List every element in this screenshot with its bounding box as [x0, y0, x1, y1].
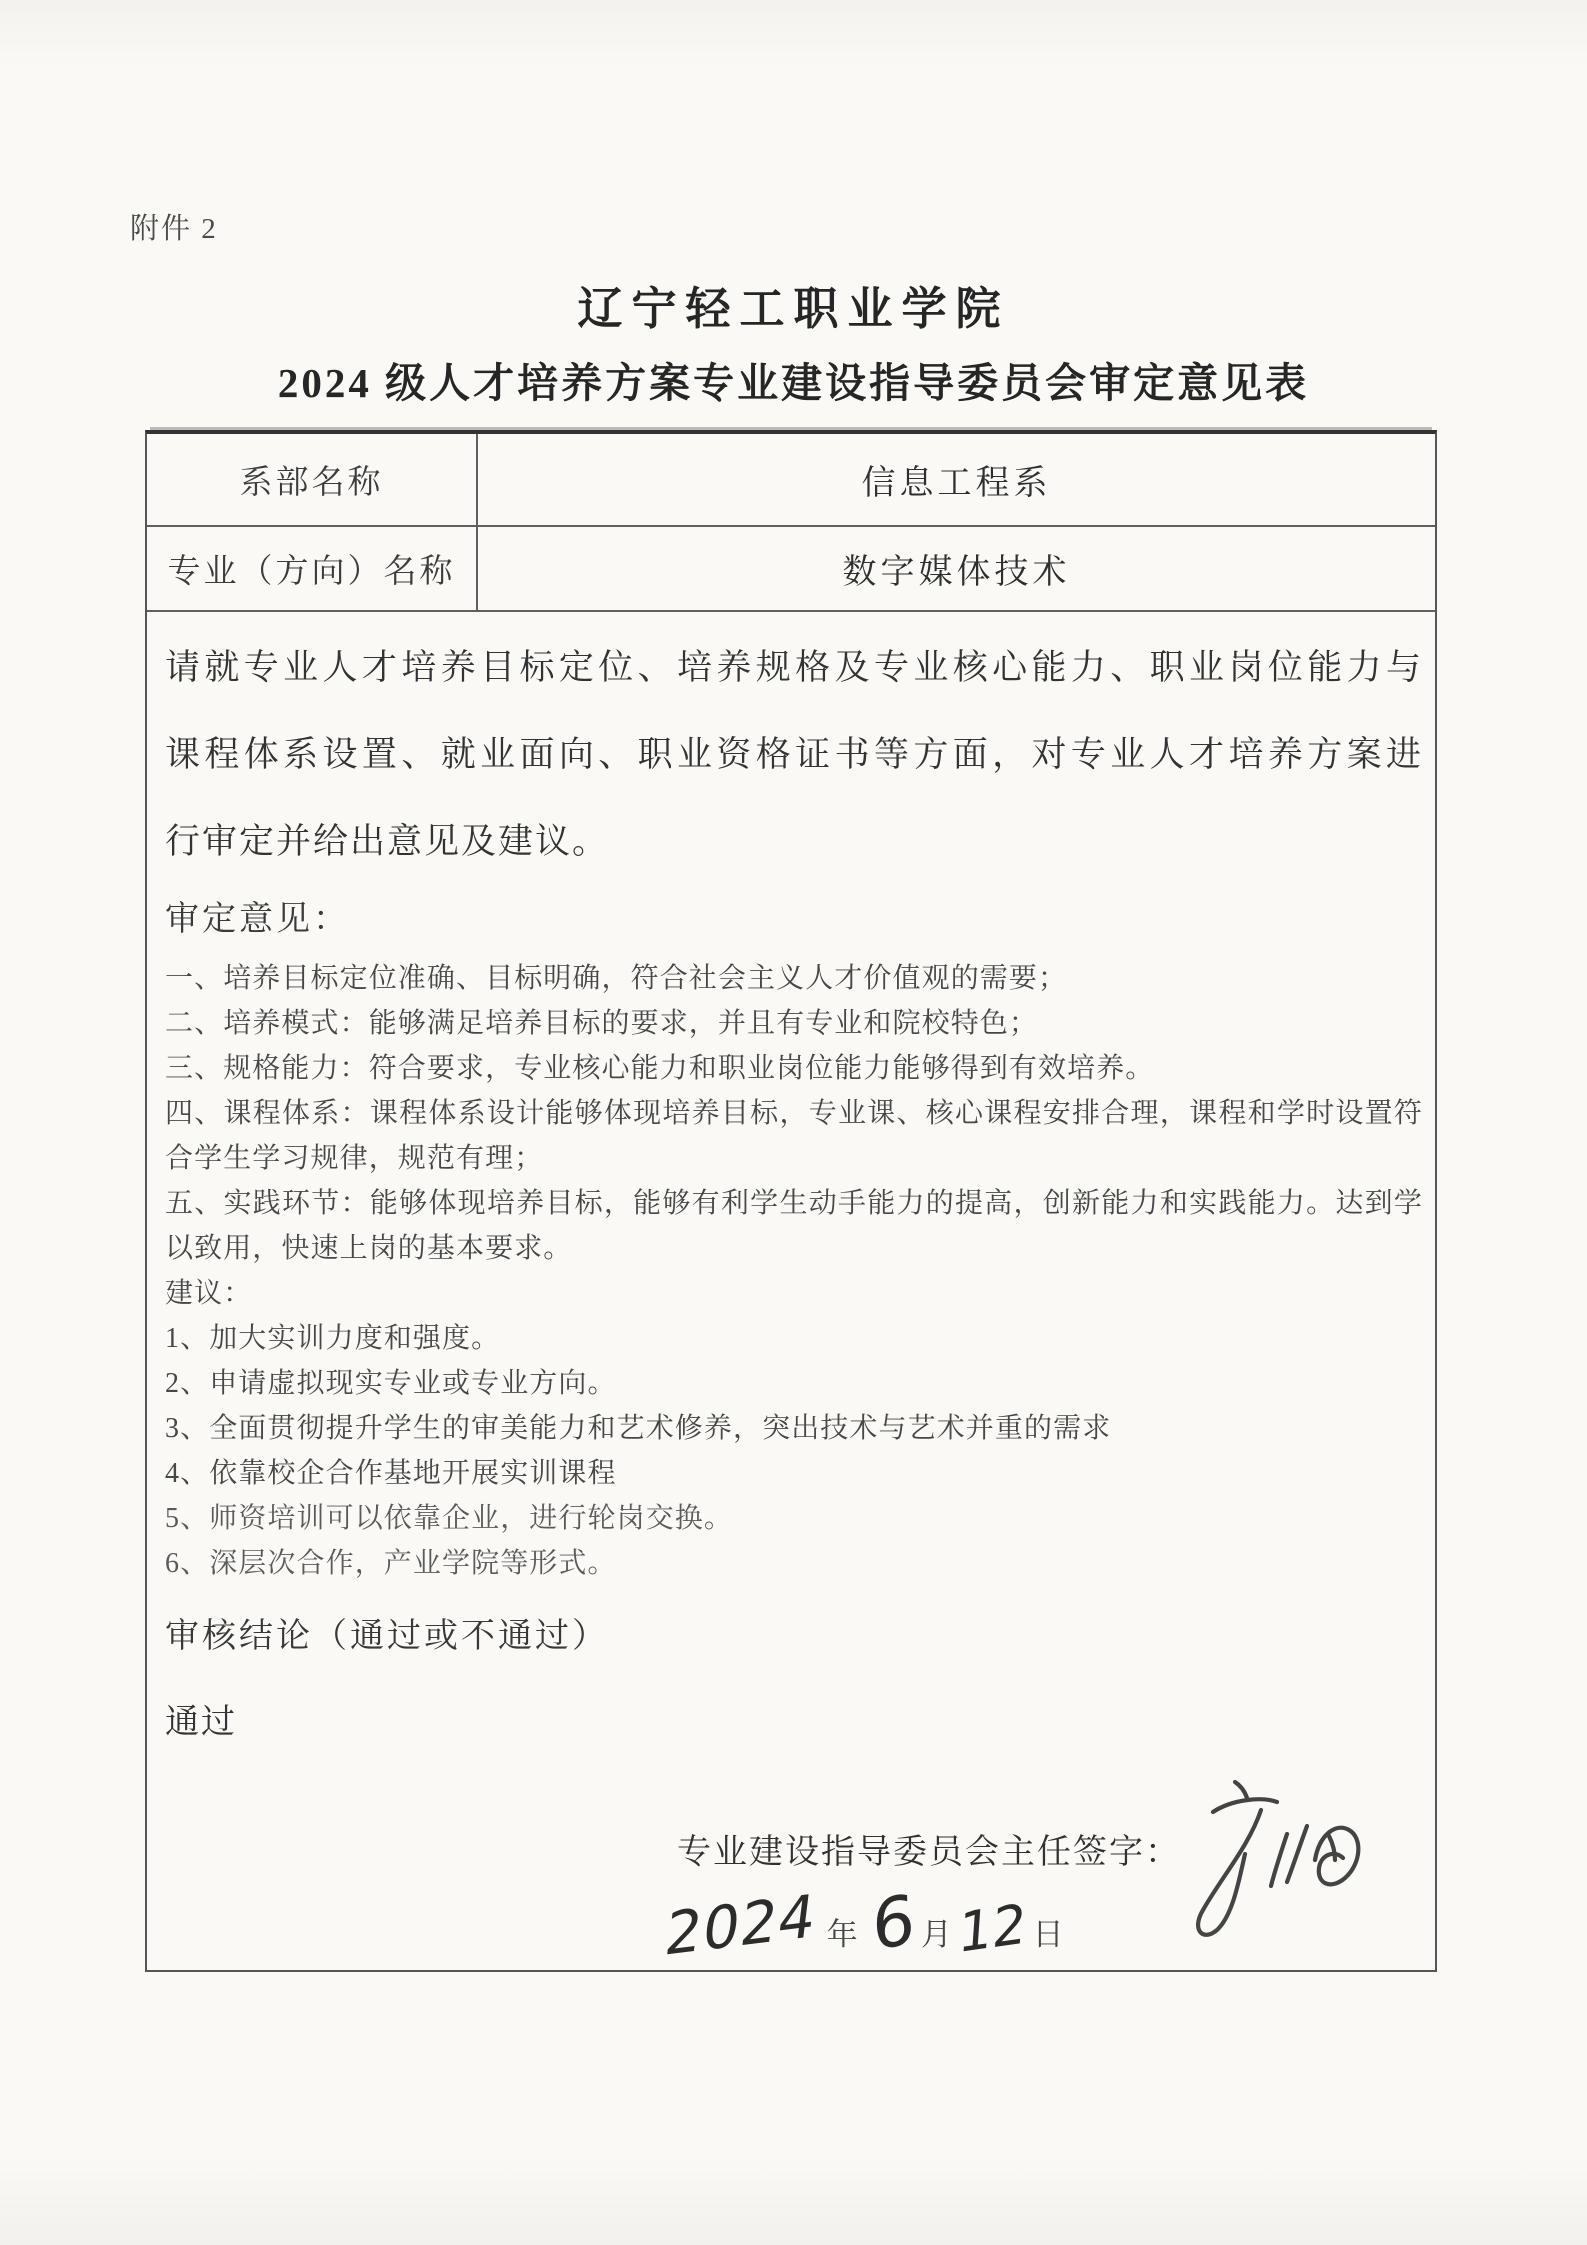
review-form-table	[145, 430, 1437, 1972]
suggestions-heading: 建议：	[165, 1278, 253, 1309]
conclusion-result: 通过	[165, 1704, 237, 1741]
review-item: 四、课程体系：课程体系设计能够体现培养目标，专业课、核心课程安排合理，课程和学时设置符合学生学习规律，规范有理；	[165, 1098, 1423, 1174]
suggestion-item: 2、申请虚拟现实专业或专业方向。	[165, 1368, 617, 1399]
department-name-value: 信息工程系	[861, 465, 1052, 502]
school-title: 辽宁轻工职业学院	[577, 284, 1010, 334]
review-item: 一、培养目标定位准确、目标明确，符合社会主义人才价值观的需要；	[165, 963, 1068, 994]
suggestion-item: 1、加大实训力度和强度。	[165, 1323, 501, 1354]
department-name-label: 系部名称	[147, 434, 478, 525]
opinion-cell	[147, 612, 1435, 1970]
handwritten-year: 2024	[661, 1880, 821, 1970]
signature-date	[661, 1864, 1070, 1970]
instruction-line: 请就专业人才培养目标定位、培养规格及专业核心能力、职业岗位能力与	[165, 648, 1423, 687]
conclusion-heading: 审核结论（通过或不通过）	[165, 1618, 609, 1655]
suggestion-item: 4、依靠校企合作基地开展实训课程	[165, 1458, 617, 1489]
review-opinion-heading: 审定意见：	[165, 901, 350, 938]
instruction-paragraph	[165, 624, 1423, 885]
table-row-department	[147, 434, 1435, 527]
review-item: 三、规格能力：符合要求，专业核心能力和职业岗位能力能够得到有效培养。	[165, 1053, 1155, 1084]
review-item: 五、实践环节：能够体现培养目标，能够有利学生动手能力的提高，创新能力和实践能力。达到学以致用，快速上岗的基本要求。	[165, 1188, 1423, 1264]
suggestion-item: 6、深层次合作，产业学院等形式。	[165, 1548, 617, 1579]
month-unit-label: 月	[920, 1917, 952, 1952]
year-unit-label: 年	[826, 1917, 858, 1952]
major-name-value: 数字媒体技术	[842, 554, 1071, 591]
chairman-signature-handwriting-icon	[1169, 1760, 1379, 1950]
instruction-line: 行审定并给出意见及建议。	[165, 822, 610, 861]
suggestion-item: 3、全面贯彻提升学生的审美能力和艺术修养，突出技术与艺术并重的需求	[165, 1413, 1112, 1444]
review-opinion-list	[165, 956, 1423, 1586]
form-title: 2024 级人才培养方案专业建设指导委员会审定意见表	[277, 360, 1310, 406]
handwritten-month: 6	[871, 1880, 916, 1967]
chairman-signature-label: 专业建设指导委员会主任签字：	[677, 1834, 1181, 1871]
handwritten-day: 12	[955, 1891, 1029, 1966]
instruction-line: 课程体系设置、就业面向、职业资格证书等方面，对专业人才培养方案进	[165, 735, 1423, 774]
attachment-label: 附件 2	[130, 213, 218, 245]
major-name-label: 专业（方向）名称	[147, 527, 478, 610]
table-row-major	[147, 527, 1435, 612]
review-item: 二、培养模式：能够满足培养目标的要求，并且有专业和院校特色；	[165, 1008, 1039, 1039]
suggestion-item: 5、师资培训可以依靠企业，进行轮岗交换。	[165, 1503, 734, 1534]
day-unit-label: 日	[1032, 1917, 1064, 1952]
